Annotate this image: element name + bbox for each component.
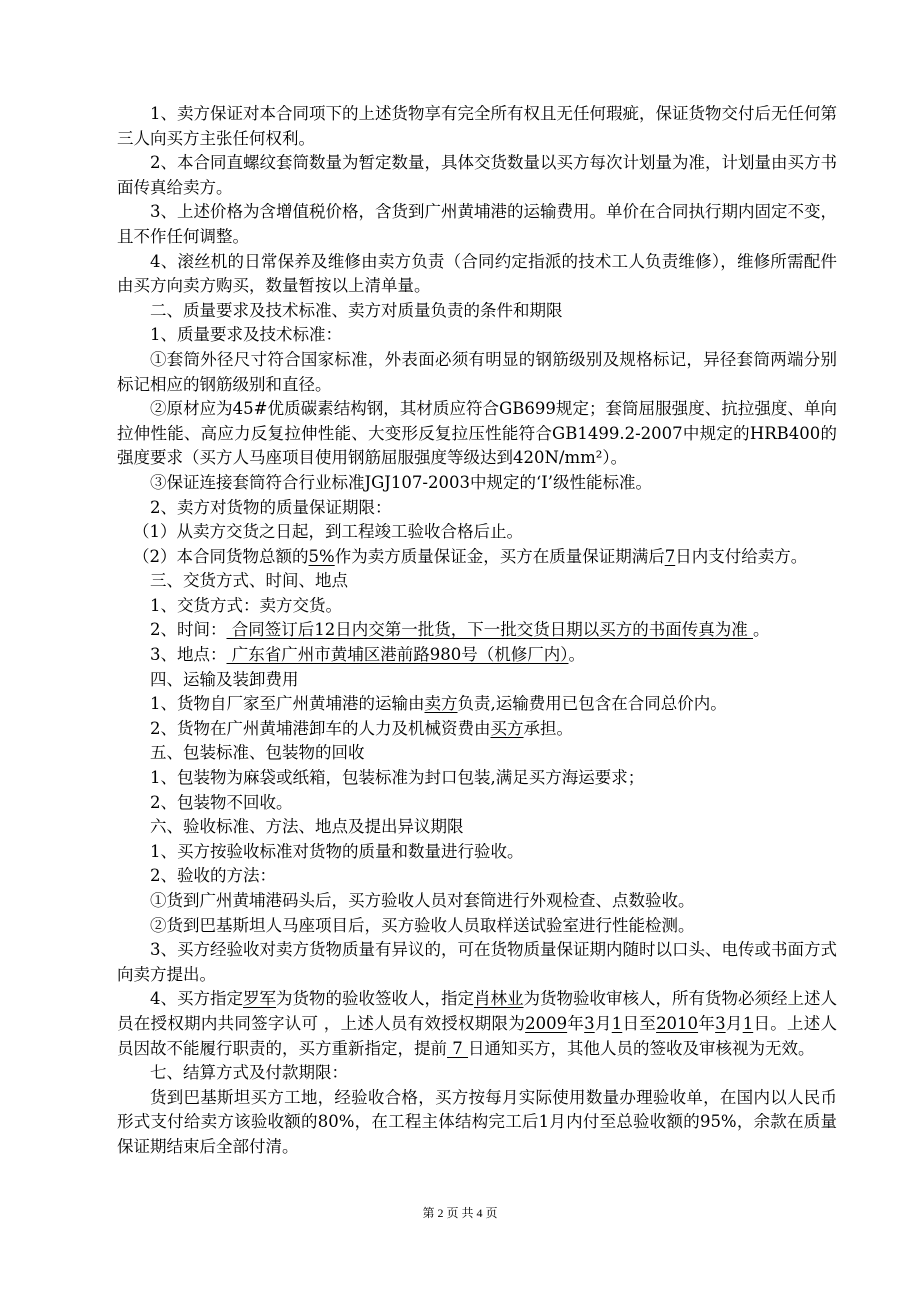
clause-paragraph: 2、卖方对货物的质量保证期限： [150,497,392,517]
clause-paragraph: ②原材应为45#优质碳素结构钢，其材质应符合GB699规定；套筒屈服强度、抗拉强度、单向拉伸性能、高应力反复拉伸性能、大变形反复拉压性能符合GB1499.2-2007中规定的HRB400的强度要求（买方人马座项目使用钢筋屈服强度等级达到420N/mm²）。 [117,399,837,468]
payment-days: 7 [664,546,676,566]
section-heading: 四、运输及装卸费用 [150,669,299,689]
delivery-time-value: 合同签订后12日内交第一批货，下一批交货日期以买方的书面传真为准 [226,620,753,640]
document-body [117,102,837,1160]
page-footer: 第 2 页 共 4 页 [422,1206,498,1220]
clause-paragraph: ③保证连接套筒符合行业标准JGJ107-2003中规定的‘Ⅰ’级性能标准。 [150,472,652,492]
clause-paragraph: 4、滚丝机的日常保养及维修由卖方负责（合同约定指派的技术工人负责维修），维修所需配件由买方向卖方购买，数量暂按以上清单量。 [117,251,837,296]
clause-paragraph: ①套筒外径尺寸符合国家标准，外表面必须有明显的钢筋级别及规格标记，异径套筒两端分别标记相应的钢筋级别和直径。 [117,349,837,394]
receiver-name: 罗军 [243,989,276,1009]
clause-paragraph: 4、买方指定罗军为货物的验收签收人，指定肖林业为货物验收审核人，所有货物必须经上述人员在授权期内共同签字认可 ，上述人员有效授权期限为2009年3月1日至2010年3月1日。上述人员因故不能履行职责的，买方重新指定，提前 7 日通知买方，其他人员的签收及审核视为无效。 [117,989,838,1058]
clause-paragraph: 货到巴基斯坦买方工地，经验收合格，买方按每月实际使用数量办理验收单，在国内以人民币形式支付给卖方该验收额的80%，在工程主体结构完工后1月内付至总验收额的95%，余款在质量保证期结束后全部付清。 [117,1087,837,1156]
delivery-place-value: 广东省广州市黄埔区港前路980号（机修厂内） [226,645,569,665]
section-heading: 二、质量要求及技术标准、卖方对质量负责的条件和期限 [150,300,563,320]
clause-paragraph: 1、质量要求及技术标准： [150,325,342,345]
delivery-time-line: 2、时间： 合同签订后12日内交第一批货，下一批交货日期以买方的书面传真为准 。 [150,620,770,640]
clause-paragraph: 1、交货方式：卖方交货。 [150,595,342,615]
retention-percent: 5% [308,546,335,566]
clause-paragraph: 2、验收的方法： [150,866,276,886]
clause-paragraph: ②货到巴基斯坦人马座项目后，买方验收人员取样送试验室进行性能检测。 [150,915,695,935]
clause-paragraph: ①货到广州黄埔港码头后，买方验收人员对套筒进行外观检查、点数验收。 [150,891,695,910]
clause-paragraph: 3、上述价格为含增值税价格，含货到广州黄埔港的运输费用。单价在合同执行期内固定不变，且不作任何调整。 [117,202,837,246]
clause-paragraph: 1、买方按验收标准对货物的质量和数量进行验收。 [150,841,524,861]
clause-paragraph: 1、货物自厂家至广州黄埔港的运输由卖方负责,运输费用已包含在合同总价内。 [150,694,727,714]
delivery-place-line: 3、地点： 广东省广州市黄埔区港前路980号（机修厂内）。 [150,645,585,665]
section-heading: 五、包装标准、包装物的回收 [150,743,365,763]
clause-paragraph: 2、包装物不回收。 [150,792,293,812]
clause-paragraph: 3、买方经验收对卖方货物质量有异议的，可在货物质量保证期内随时以口头、电传或书面方式向卖方提出。 [117,940,837,984]
clause-paragraph: 2、本合同直螺纹套筒数量为暂定数量，具体交货数量以买方每次计划量为准，计划量由买方书面传真给卖方。 [117,153,837,197]
clause-paragraph: 1、卖方保证对本合同项下的上述货物享有完全所有权且无任何瑕疵，保证货物交付后无任何第三人向买方主张任何权利。 [117,104,837,148]
clause-paragraph: （2）本合同货物总额的5%作为卖方质量保证金，买方在质量保证期满后7日内支付给卖方。 [133,546,808,566]
clause-paragraph: （1）从卖方交货之日起，到工程竣工验收合格后止。 [133,522,523,542]
section-heading: 六、验收标准、方法、地点及提出异议期限 [150,817,464,837]
reviewer-name: 肖林业 [474,989,524,1009]
clause-paragraph: 2、货物在广州黄埔港卸车的人力及机械资费由买方承担。 [150,718,573,738]
section-heading: 七、结算方式及付款期限： [150,1063,348,1083]
section-heading: 三、交货方式、时间、地点 [150,571,348,591]
clause-paragraph: 1、包装物为麻袋或纸箱，包装标准为封口包装,满足买方海运要求； [150,768,645,788]
